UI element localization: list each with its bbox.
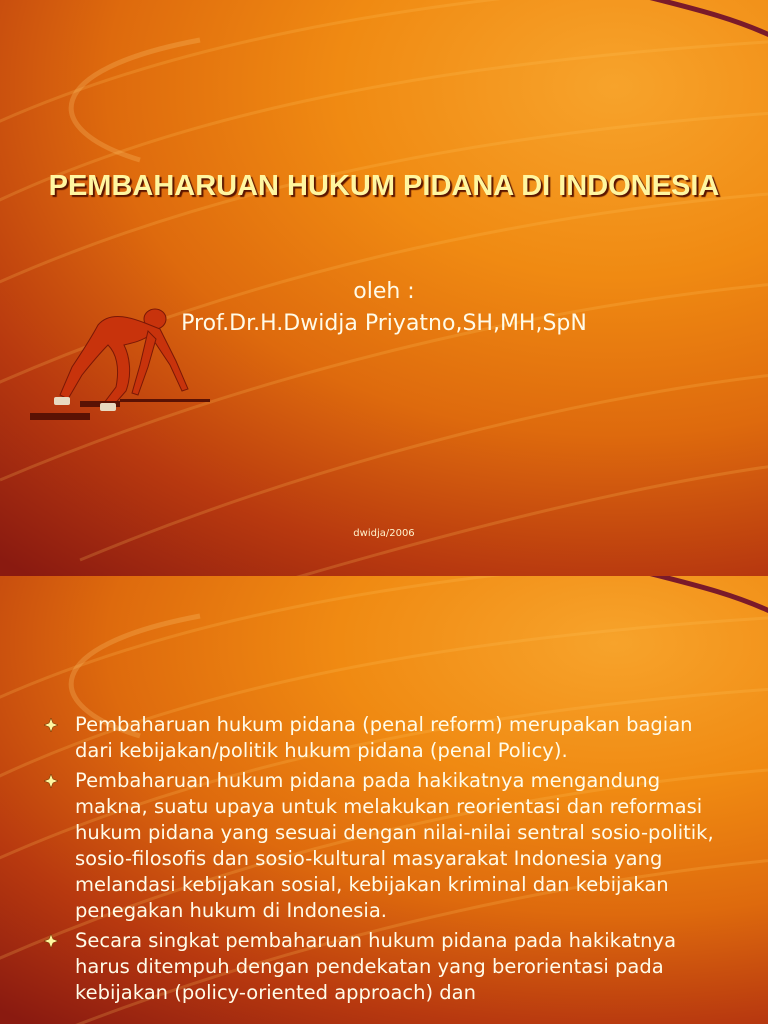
bullet-item	[44, 928, 734, 1006]
author-block	[0, 276, 768, 340]
diamond-star-bullet-icon	[44, 718, 58, 732]
bullet-list	[44, 712, 734, 1010]
slide-title: PEMBAHARUAN HUKUM PIDANA DI INDONESIA	[48, 170, 720, 202]
slide-footer: dwidja/2006	[353, 528, 415, 539]
diamond-star-bullet-icon	[44, 774, 58, 788]
bullet-text: Secara singkat pembaharuan hukum pidana pada hakikatnya harus ditempuh dengan pendekatan yang berorientasi pada kebijakan (policy-oriented approach) dan	[75, 929, 677, 1004]
bullet-item	[44, 768, 734, 924]
diamond-star-bullet-icon	[44, 934, 58, 948]
author-name: Prof.Dr.H.Dwidja Priyatno,SH,MH,SpN	[181, 311, 587, 336]
author-prefix: oleh :	[353, 279, 415, 304]
bullet-text: Pembaharuan hukum pidana pada hakikatnya mengandung makna, suatu upaya untuk melakukan reorientasi dan reformasi hukum pidana yang sesuai dengan nilai-nilai sentral sosio-politik, sosio-filosofis dan sosio-kultural masyarakat Indonesia yang melandasi kebijakan sosial, kebijakan kriminal dan kebijakan penegakan hukum di Indonesia.	[75, 769, 714, 922]
bullet-text: Pembaharuan hukum pidana (penal reform) merupakan bagian dari kebijakan/politik hukum pidana (penal Policy).	[75, 713, 693, 762]
bullet-item	[44, 712, 734, 764]
